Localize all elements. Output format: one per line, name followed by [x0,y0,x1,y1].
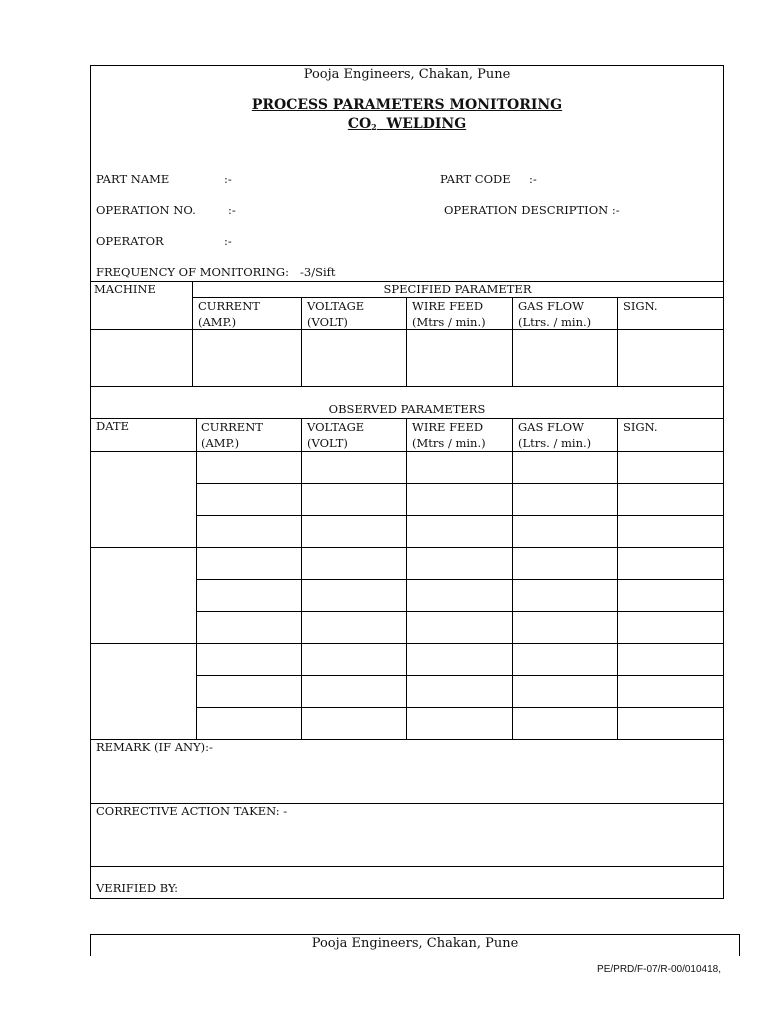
observed-row-line-4 [196,611,723,612]
specified-voltage-header: VOLTAGE (VOLT) [307,299,365,329]
specified-sign-header: SIGN. [623,299,658,313]
specified-divider-3 [406,297,407,386]
specified-divider-2 [301,297,302,386]
corrective-action-bottom-line [91,866,723,867]
observed-divider-1 [196,418,197,739]
observed-group-line-2 [91,643,723,644]
part-name-label: PART NAME [96,172,170,186]
observed-row-line-3 [196,579,723,580]
observed-wire-feed-header: WIRE FEED (Mtrs / min.) [412,420,486,450]
next-page-header-box [90,934,740,956]
observed-gas-flow-header: GAS FLOW (Ltrs. / min.) [518,420,592,450]
subtitle-prefix: CO [347,116,372,132]
observed-sign-header: SIGN. [623,420,658,434]
observed-row-line-5 [196,675,723,676]
observed-divider-5 [617,418,618,739]
verified-by-label: VERIFIED BY: [96,881,178,895]
observed-parameters-header: OBSERVED PARAMETERS [328,402,486,416]
specified-current-header: CURRENT (AMP.) [198,299,260,329]
specified-bottom-line [91,386,723,387]
operation-no-separator: :- [228,203,236,217]
specified-wire-feed-header: WIRE FEED (Mtrs / min.) [412,299,486,329]
observed-divider-3 [406,418,407,739]
next-page-company-header: Pooja Engineers, Chakan, Pune [311,936,519,951]
operator-separator: :- [224,234,232,248]
subtitle-subscript: 2 [371,122,377,132]
corrective-action-label: CORRECTIVE ACTION TAKEN: - [96,804,288,818]
company-header: Pooja Engineers, Chakan, Pune [303,67,511,82]
specified-divider-4 [512,297,513,386]
remark-label: REMARK (IF ANY):- [96,740,213,754]
operator-label: OPERATOR [96,234,164,248]
observed-header-line [91,451,723,452]
observed-row-line-2 [196,515,723,516]
machine-header: MACHINE [94,282,156,296]
specified-gas-flow-header: GAS FLOW (Ltrs. / min.) [518,299,592,329]
observed-voltage-header: VOLTAGE (VOLT) [307,420,365,450]
part-code-separator: :- [529,172,537,186]
specified-parameter-header: SPECIFIED PARAMETER [383,282,532,296]
observed-divider-4 [512,418,513,739]
observed-row-line-1 [196,483,723,484]
frequency-value: -3/Sift [300,265,336,279]
observed-group-line-1 [91,547,723,548]
observed-row-line-6 [196,707,723,708]
subtitle-suffix: WELDING [386,116,467,132]
part-name-separator: :- [224,172,232,186]
part-code-label: PART CODE [440,172,511,186]
operation-description-label: OPERATION DESCRIPTION :- [444,203,620,217]
form-title: PROCESS PARAMETERS MONITORING [251,97,563,113]
specified-divider-5 [617,297,618,386]
form-subtitle [91,116,723,132]
specified-divider-1 [192,281,193,386]
specified-subheader-line [91,329,723,330]
frequency-label: FREQUENCY OF MONITORING: [96,265,289,279]
process-parameters-form [90,65,724,899]
document-code: PE/PRD/F-07/R-00/010418, [597,964,721,975]
date-header: DATE [96,419,129,433]
observed-divider-2 [301,418,302,739]
observed-current-header: CURRENT (AMP.) [201,420,263,450]
operation-no-label: OPERATION NO. [96,203,196,217]
